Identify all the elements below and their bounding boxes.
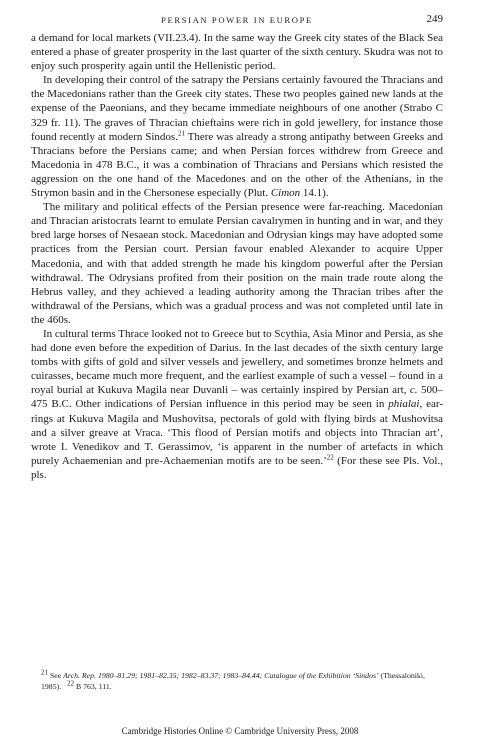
running-title: PERSIAN POWER IN EUROPE (161, 15, 313, 25)
footnote-number: 22 (67, 679, 74, 688)
footnote-number: 21 (41, 668, 48, 677)
circa-abbrev: c. (409, 384, 418, 397)
paragraph (31, 73, 443, 200)
footnote-citation: Arch. Rep. 1980–81.29; 1981–82.35; 1982–83.37; 1983–84.44; Catalogue of the Exhibition ‘Sindos’ (63, 671, 379, 680)
footnotes (31, 670, 443, 692)
page-footer: Cambridge Histories Online © Cambridge University Press, 2008 (121, 726, 359, 736)
paragraph (31, 200, 443, 327)
paragraph-text: (For these see Pls. Vol., pls. (31, 454, 443, 481)
paragraph-text: In cultural terms Thrace looked not to Greece but to Scythia, Asia Minor and Persia, as she had done even before the expedition of Darius. In the last decades of the sixth century large tombs with gifts of gold and silver vessels and jewellery, and sometimes bronze helmets and cuirasses, became much more frequent, and the earliest example of such a vessel – found in a royal burial at Kukuva Magila near Duvanli – was certainly inspired by Persian art, (31, 327, 443, 397)
running-head (31, 12, 443, 28)
paragraph-text: 14.1). (300, 187, 329, 200)
paragraph (31, 31, 443, 73)
term-phialai: phialai (388, 398, 420, 411)
footnote-text: See (48, 671, 64, 680)
paragraph-text: The military and political effects of the Persian presence were far-reaching. Macedonian and Thracian aristocrats learnt to emulate Persian cavalrymen in hunting and in war, and they bred large horses of Nesaean stock. Macedonian and Odrysian kings may have adopted some practices from the Persian court. Persian favour enabled Alexander to acquire Upper Macedonia, and with that added strength he made his kingdom powerful after the Persian withdrawal. The Odrysians profited from their position on the main trade route along the Hebrus valley, and they achieved a leading authority among the Thracian tribes after the withdrawal of the Persians, which was a gradual process and was not completed until late in the 460s. (31, 201, 443, 326)
paragraph-text: a demand for local markets (VII.23.4). In the same way the Greek city states of the Black Sea entered a phase of greater prosperity in the last quarter of the sixth century. Skudra was not to enjoy such prosperity again until the Hellenistic period. (31, 32, 443, 73)
body-text (31, 31, 443, 482)
paragraph-text: There was already a strong antipathy between Greeks and Thracians before the Persians came; and when Persian forces withdrew from Greece and Macedonia in 478 B.C., it was a combination of Thracians and Persians which resisted the aggression on the one hand of the Macedones and on the other of the Athenians, in the Strymon basin and in the Chersonese especially (Plut. (31, 130, 443, 200)
paragraph (31, 327, 443, 482)
paragraph-text: , ear-rings at Kukuva Magila and Mushovitsa, pectorals of gold with flying birds at Mushovitsa and a silver greave at Vraca. ‘This flood of Persian motifs and objects into Thracian art’, wrote I. Venedikov and T. Gerassimov, ‘is apparent in the number of artefacts in which purely Achaemenian and pre-Achaemenian motifs are to be seen.’ (31, 398, 443, 467)
paragraph-text: In developing their control of the satrapy the Persians certainly favoured the Thracians and the Macedonians rather than the Greek city states. These two peoples gained new lands at the expense of the Paeonians, and they became immediate neighbours of one another (Strabo C 329 fr. 11). The graves of Thracian chieftains were rich in gold jewellery, for instance those found recently at modern Sindos. (31, 74, 443, 143)
footnote-ref[interactable]: 21 (177, 129, 185, 137)
paragraph-text: 500–475 B.C. Other indications of Persian influence in this period may be seen in (31, 384, 443, 411)
citation-title: Cimon (270, 187, 301, 200)
page-number: 249 (426, 13, 443, 25)
footnote-text: (Thessaloniki, 1985). (41, 671, 425, 691)
footnote-21 (41, 670, 443, 692)
footnote-text: B 763, 111. (74, 682, 112, 691)
footnote-ref[interactable]: 22 (326, 453, 334, 462)
